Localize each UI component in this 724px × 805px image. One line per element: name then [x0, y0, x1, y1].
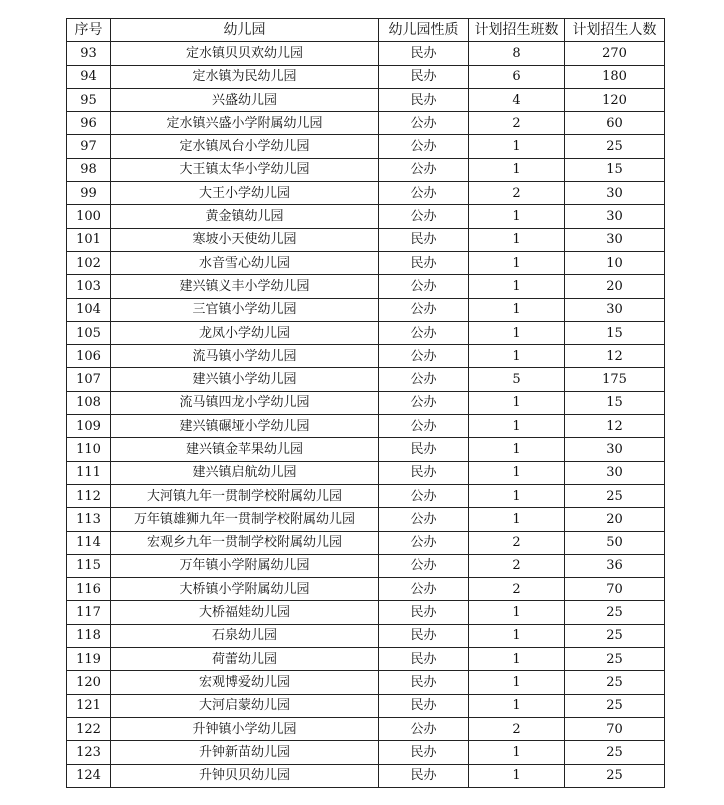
- cell-kindergarten-name: 荷蕾幼儿园: [111, 648, 379, 671]
- cell-planned-classes: 1: [469, 158, 565, 181]
- table-row: [67, 205, 665, 228]
- cell-planned-students: 12: [565, 345, 665, 368]
- cell-kindergarten-type: 民办: [379, 438, 469, 461]
- cell-planned-students: 25: [565, 484, 665, 507]
- cell-kindergarten-type: 公办: [379, 158, 469, 181]
- cell-planned-students: 15: [565, 391, 665, 414]
- cell-planned-classes: 1: [469, 508, 565, 531]
- cell-kindergarten-name: 水音雪心幼儿园: [111, 251, 379, 274]
- table-row: [67, 182, 665, 205]
- cell-kindergarten-name: 宏观乡九年一贯制学校附属幼儿园: [111, 531, 379, 554]
- header-kindergarten: 幼儿园: [111, 19, 379, 42]
- cell-planned-students: 36: [565, 554, 665, 577]
- cell-planned-classes: 5: [469, 368, 565, 391]
- cell-kindergarten-type: 公办: [379, 391, 469, 414]
- table-row: [67, 415, 665, 438]
- cell-planned-classes: 1: [469, 205, 565, 228]
- cell-planned-students: 25: [565, 601, 665, 624]
- cell-kindergarten-type: 民办: [379, 764, 469, 787]
- cell-planned-students: 12: [565, 415, 665, 438]
- cell-serial-number: 108: [67, 391, 111, 414]
- cell-planned-students: 120: [565, 88, 665, 111]
- cell-serial-number: 124: [67, 764, 111, 787]
- cell-kindergarten-name: 寒坡小天使幼儿园: [111, 228, 379, 251]
- cell-kindergarten-name: 升钟镇小学幼儿园: [111, 717, 379, 740]
- header-planned-classes: 计划招生班数: [469, 19, 565, 42]
- cell-serial-number: 118: [67, 624, 111, 647]
- cell-planned-students: 30: [565, 298, 665, 321]
- cell-kindergarten-name: 万年镇雄狮九年一贯制学校附属幼儿园: [111, 508, 379, 531]
- table-row: [67, 275, 665, 298]
- table-row: [67, 391, 665, 414]
- cell-kindergarten-name: 大王镇太华小学幼儿园: [111, 158, 379, 181]
- cell-serial-number: 114: [67, 531, 111, 554]
- cell-kindergarten-type: 民办: [379, 671, 469, 694]
- cell-planned-students: 180: [565, 65, 665, 88]
- cell-serial-number: 120: [67, 671, 111, 694]
- cell-planned-students: 25: [565, 135, 665, 158]
- cell-kindergarten-name: 大河启蒙幼儿园: [111, 694, 379, 717]
- header-serial-number: 序号: [67, 19, 111, 42]
- cell-planned-classes: 1: [469, 135, 565, 158]
- cell-planned-classes: 1: [469, 228, 565, 251]
- table-row: [67, 112, 665, 135]
- table-row: [67, 461, 665, 484]
- header-planned-students: 计划招生人数: [565, 19, 665, 42]
- cell-planned-students: 25: [565, 624, 665, 647]
- cell-kindergarten-name: 定水镇贝贝欢幼儿园: [111, 42, 379, 65]
- cell-kindergarten-name: 建兴镇小学幼儿园: [111, 368, 379, 391]
- cell-serial-number: 99: [67, 182, 111, 205]
- cell-planned-students: 25: [565, 648, 665, 671]
- cell-kindergarten-name: 定水镇凤台小学幼儿园: [111, 135, 379, 158]
- cell-serial-number: 101: [67, 228, 111, 251]
- cell-kindergarten-type: 公办: [379, 531, 469, 554]
- cell-planned-students: 15: [565, 158, 665, 181]
- cell-kindergarten-type: 公办: [379, 484, 469, 507]
- cell-planned-students: 175: [565, 368, 665, 391]
- cell-planned-classes: 1: [469, 601, 565, 624]
- cell-serial-number: 105: [67, 321, 111, 344]
- cell-kindergarten-type: 公办: [379, 345, 469, 368]
- cell-serial-number: 119: [67, 648, 111, 671]
- cell-planned-classes: 1: [469, 484, 565, 507]
- cell-kindergarten-name: 黄金镇幼儿园: [111, 205, 379, 228]
- cell-kindergarten-name: 定水镇为民幼儿园: [111, 65, 379, 88]
- cell-serial-number: 122: [67, 717, 111, 740]
- table-row: [67, 42, 665, 65]
- cell-planned-classes: 2: [469, 554, 565, 577]
- cell-serial-number: 117: [67, 601, 111, 624]
- cell-planned-students: 30: [565, 461, 665, 484]
- table-row: [67, 578, 665, 601]
- table-row: [67, 135, 665, 158]
- cell-planned-classes: 8: [469, 42, 565, 65]
- cell-kindergarten-type: 公办: [379, 135, 469, 158]
- cell-kindergarten-name: 流马镇小学幼儿园: [111, 345, 379, 368]
- cell-kindergarten-name: 大桥福娃幼儿园: [111, 601, 379, 624]
- table-body: [67, 42, 665, 788]
- cell-serial-number: 106: [67, 345, 111, 368]
- cell-kindergarten-type: 民办: [379, 65, 469, 88]
- cell-serial-number: 112: [67, 484, 111, 507]
- table-row: [67, 345, 665, 368]
- cell-planned-students: 50: [565, 531, 665, 554]
- cell-planned-students: 70: [565, 717, 665, 740]
- cell-kindergarten-name: 大王小学幼儿园: [111, 182, 379, 205]
- cell-planned-classes: 1: [469, 275, 565, 298]
- cell-kindergarten-name: 兴盛幼儿园: [111, 88, 379, 111]
- cell-kindergarten-type: 公办: [379, 554, 469, 577]
- cell-planned-students: 30: [565, 228, 665, 251]
- table-row: [67, 321, 665, 344]
- cell-serial-number: 123: [67, 741, 111, 764]
- cell-kindergarten-type: 公办: [379, 298, 469, 321]
- cell-planned-students: 25: [565, 764, 665, 787]
- cell-planned-students: 20: [565, 275, 665, 298]
- cell-planned-students: 15: [565, 321, 665, 344]
- cell-kindergarten-type: 民办: [379, 694, 469, 717]
- cell-serial-number: 104: [67, 298, 111, 321]
- cell-planned-students: 25: [565, 741, 665, 764]
- header-kindergarten-type: 幼儿园性质: [379, 19, 469, 42]
- cell-kindergarten-name: 大河镇九年一贯制学校附属幼儿园: [111, 484, 379, 507]
- cell-kindergarten-type: 公办: [379, 368, 469, 391]
- cell-kindergarten-type: 公办: [379, 415, 469, 438]
- cell-serial-number: 96: [67, 112, 111, 135]
- cell-planned-classes: 1: [469, 298, 565, 321]
- table-row: [67, 298, 665, 321]
- cell-planned-classes: 1: [469, 251, 565, 274]
- cell-serial-number: 113: [67, 508, 111, 531]
- cell-kindergarten-name: 宏观博爱幼儿园: [111, 671, 379, 694]
- cell-planned-classes: 1: [469, 321, 565, 344]
- cell-planned-classes: 6: [469, 65, 565, 88]
- cell-kindergarten-name: 建兴镇碾垭小学幼儿园: [111, 415, 379, 438]
- cell-serial-number: 95: [67, 88, 111, 111]
- cell-planned-classes: 1: [469, 764, 565, 787]
- table-row: [67, 484, 665, 507]
- cell-planned-classes: 1: [469, 438, 565, 461]
- table-row: [67, 694, 665, 717]
- cell-planned-students: 10: [565, 251, 665, 274]
- cell-serial-number: 94: [67, 65, 111, 88]
- cell-serial-number: 97: [67, 135, 111, 158]
- cell-planned-classes: 1: [469, 345, 565, 368]
- cell-serial-number: 121: [67, 694, 111, 717]
- cell-kindergarten-name: 石泉幼儿园: [111, 624, 379, 647]
- cell-kindergarten-type: 民办: [379, 461, 469, 484]
- cell-kindergarten-name: 升钟贝贝幼儿园: [111, 764, 379, 787]
- cell-kindergarten-type: 民办: [379, 601, 469, 624]
- cell-kindergarten-name: 建兴镇启航幼儿园: [111, 461, 379, 484]
- cell-kindergarten-type: 公办: [379, 275, 469, 298]
- cell-planned-classes: 1: [469, 624, 565, 647]
- cell-planned-classes: 4: [469, 88, 565, 111]
- table-row: [67, 508, 665, 531]
- cell-planned-classes: 1: [469, 461, 565, 484]
- cell-kindergarten-name: 建兴镇金苹果幼儿园: [111, 438, 379, 461]
- table-row: [67, 624, 665, 647]
- table-row: [67, 531, 665, 554]
- table-row: [67, 65, 665, 88]
- cell-planned-classes: 1: [469, 391, 565, 414]
- header-row: [67, 19, 665, 42]
- cell-serial-number: 109: [67, 415, 111, 438]
- cell-serial-number: 100: [67, 205, 111, 228]
- cell-planned-students: 30: [565, 438, 665, 461]
- cell-kindergarten-type: 民办: [379, 741, 469, 764]
- table-row: [67, 554, 665, 577]
- kindergarten-enrollment-table: [66, 18, 665, 788]
- cell-kindergarten-type: 民办: [379, 228, 469, 251]
- cell-planned-students: 30: [565, 182, 665, 205]
- cell-serial-number: 93: [67, 42, 111, 65]
- cell-kindergarten-type: 公办: [379, 578, 469, 601]
- table-row: [67, 158, 665, 181]
- cell-planned-students: 25: [565, 694, 665, 717]
- cell-kindergarten-name: 流马镇四龙小学幼儿园: [111, 391, 379, 414]
- cell-planned-classes: 2: [469, 182, 565, 205]
- cell-kindergarten-type: 民办: [379, 648, 469, 671]
- cell-kindergarten-type: 公办: [379, 205, 469, 228]
- cell-kindergarten-type: 民办: [379, 42, 469, 65]
- table-row: [67, 717, 665, 740]
- cell-planned-students: 30: [565, 205, 665, 228]
- cell-planned-classes: 2: [469, 112, 565, 135]
- table-row: [67, 601, 665, 624]
- cell-kindergarten-type: 公办: [379, 182, 469, 205]
- table-row: [67, 251, 665, 274]
- cell-serial-number: 115: [67, 554, 111, 577]
- cell-planned-classes: 2: [469, 717, 565, 740]
- table-row: [67, 228, 665, 251]
- table-row: [67, 88, 665, 111]
- cell-serial-number: 102: [67, 251, 111, 274]
- cell-planned-classes: 1: [469, 648, 565, 671]
- cell-kindergarten-type: 民办: [379, 624, 469, 647]
- cell-kindergarten-name: 万年镇小学附属幼儿园: [111, 554, 379, 577]
- cell-serial-number: 107: [67, 368, 111, 391]
- cell-kindergarten-type: 民办: [379, 88, 469, 111]
- cell-planned-students: 60: [565, 112, 665, 135]
- cell-kindergarten-type: 公办: [379, 717, 469, 740]
- cell-serial-number: 98: [67, 158, 111, 181]
- table-row: [67, 368, 665, 391]
- cell-kindergarten-type: 公办: [379, 112, 469, 135]
- cell-planned-students: 270: [565, 42, 665, 65]
- cell-planned-classes: 2: [469, 531, 565, 554]
- cell-kindergarten-type: 公办: [379, 508, 469, 531]
- cell-kindergarten-name: 三官镇小学幼儿园: [111, 298, 379, 321]
- cell-serial-number: 116: [67, 578, 111, 601]
- cell-kindergarten-name: 大桥镇小学附属幼儿园: [111, 578, 379, 601]
- cell-serial-number: 111: [67, 461, 111, 484]
- table-row: [67, 741, 665, 764]
- cell-serial-number: 110: [67, 438, 111, 461]
- table-row: [67, 648, 665, 671]
- cell-planned-students: 25: [565, 671, 665, 694]
- cell-kindergarten-type: 公办: [379, 321, 469, 344]
- cell-planned-students: 20: [565, 508, 665, 531]
- table-row: [67, 764, 665, 787]
- cell-kindergarten-name: 龙凤小学幼儿园: [111, 321, 379, 344]
- cell-kindergarten-type: 民办: [379, 251, 469, 274]
- cell-planned-classes: 1: [469, 741, 565, 764]
- table-row: [67, 671, 665, 694]
- cell-planned-classes: 1: [469, 415, 565, 438]
- cell-planned-students: 70: [565, 578, 665, 601]
- cell-kindergarten-name: 定水镇兴盛小学附属幼儿园: [111, 112, 379, 135]
- cell-planned-classes: 2: [469, 578, 565, 601]
- cell-kindergarten-name: 升钟新苗幼儿园: [111, 741, 379, 764]
- cell-serial-number: 103: [67, 275, 111, 298]
- table-row: [67, 438, 665, 461]
- cell-kindergarten-name: 建兴镇义丰小学幼儿园: [111, 275, 379, 298]
- cell-planned-classes: 1: [469, 671, 565, 694]
- cell-planned-classes: 1: [469, 694, 565, 717]
